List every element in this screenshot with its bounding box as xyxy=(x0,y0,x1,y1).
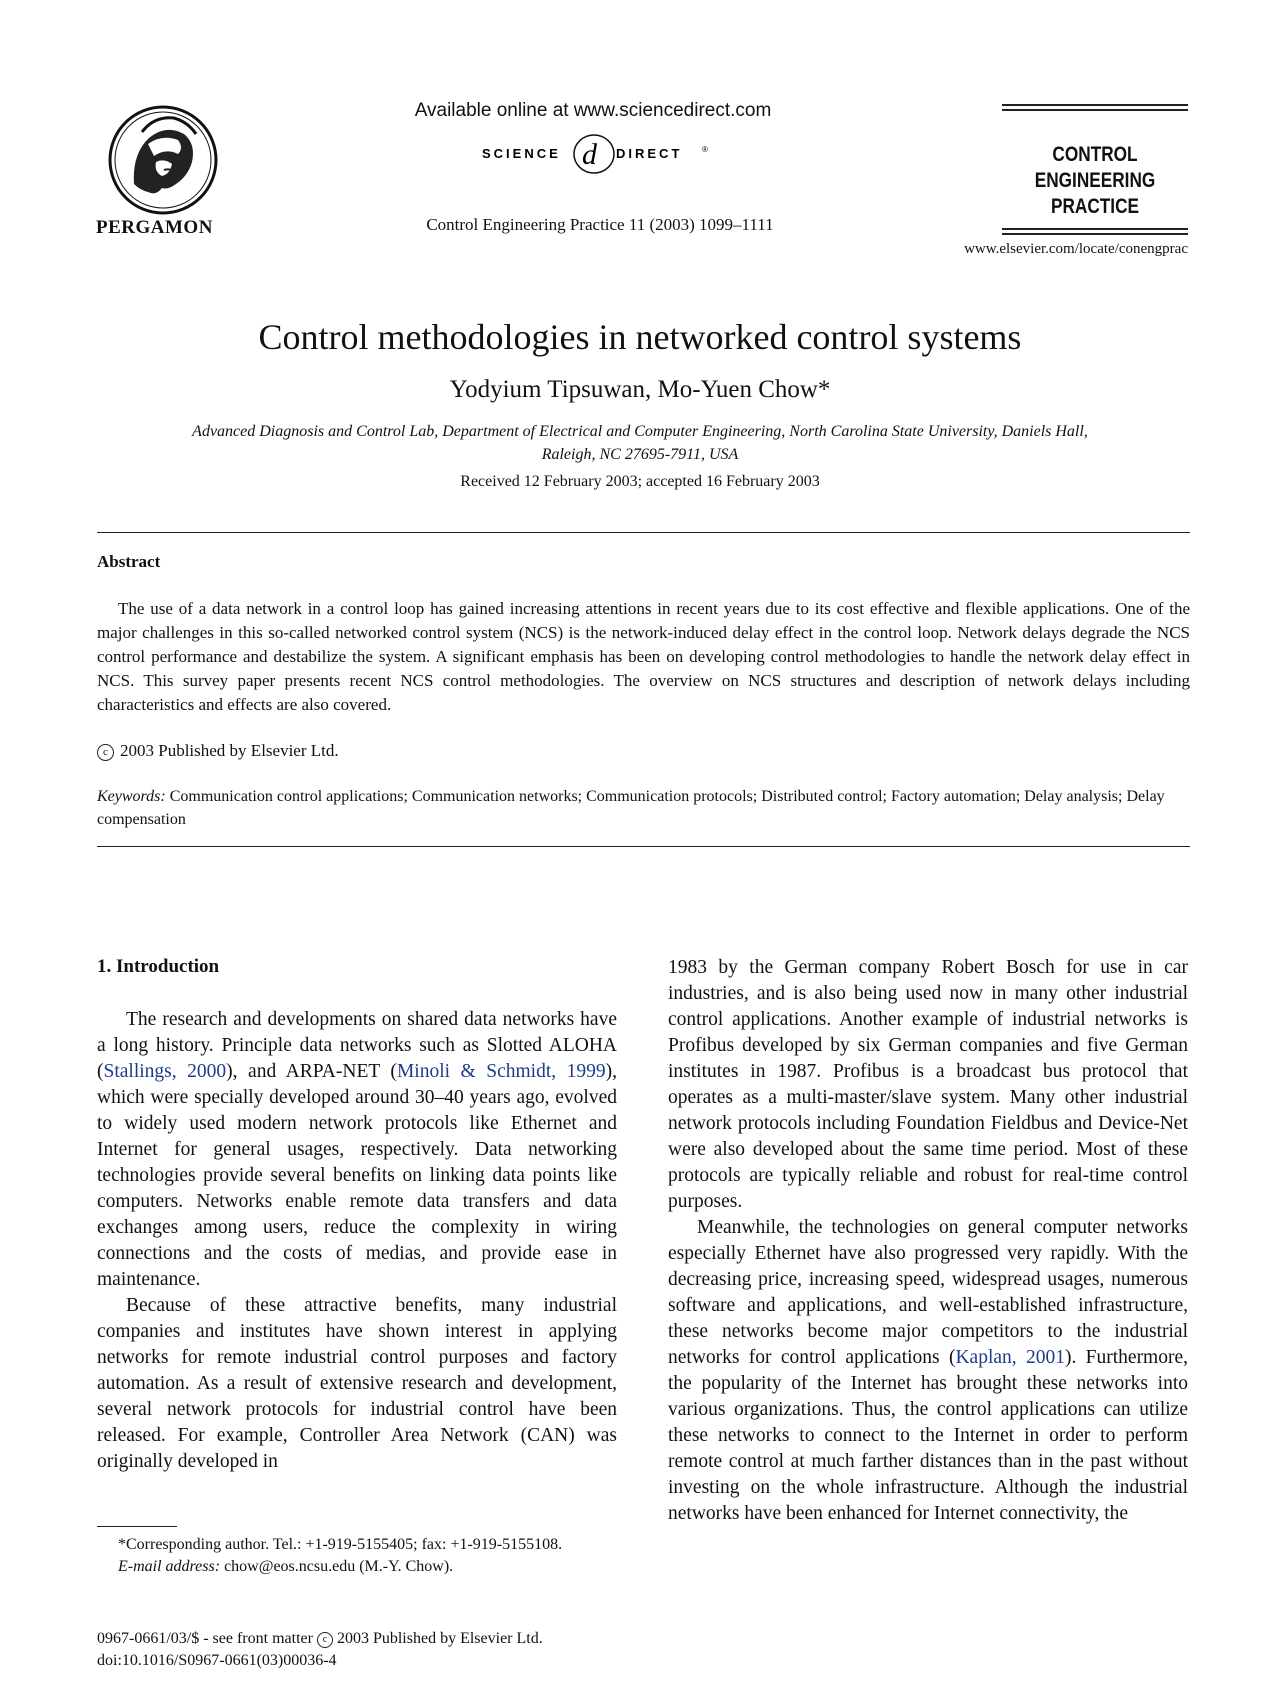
keywords-label: Keywords: xyxy=(97,788,166,805)
journal-rule-bottom xyxy=(1002,228,1188,235)
authors: Yodyium Tipsuwan, Mo-Yuen Chow* xyxy=(449,376,831,403)
footnote-email xyxy=(97,1556,617,1578)
intro-paragraph-2-cont: 1983 by the German company Robert Bosch for use in car industries, and is also being used now in many other industrial control applications. Another example of industrial networks is Profibus developed by six German companies and five German institutes in 1987. Profibus is a broadcast bus protocol that operates as a multi-master/slave system. Many other industrial network protocols including Foundation Fieldbus and Device-Net were also developed about the same time period. Most of these protocols are typically reliable and robust for real-time control purposes. xyxy=(668,957,1188,1212)
affiliation-line1: Advanced Diagnosis and Control Lab, Department of Electrical and Computer Engineering, North Carolina State University, Daniels Hall, xyxy=(192,423,1088,440)
received-dates: Received 12 February 2003; accepted 16 February 2003 xyxy=(460,473,820,490)
paper-title: Control methodologies in networked control systems xyxy=(258,317,1022,357)
keywords-list: Communication control applications; Communication networks; Communication protocols; Distributed control; Factory automation; Delay analysis; Delay compensation xyxy=(97,788,1165,828)
body-column-left xyxy=(97,1007,617,1475)
journal-name xyxy=(1009,142,1181,220)
sciencedirect-right: DIRECT xyxy=(616,146,683,161)
email-label: E-mail address: xyxy=(118,1558,221,1575)
sciencedirect-mark: d xyxy=(582,138,597,171)
abstract-copyright-text: 2003 Published by Elsevier Ltd. xyxy=(120,741,339,760)
affiliation-line2: Raleigh, NC 27695-7911, USA xyxy=(541,446,739,463)
journal-rule-top xyxy=(1002,104,1188,111)
front-matter-footer xyxy=(97,1628,543,1672)
body-column-right xyxy=(668,955,1188,1527)
publisher-name: PERGAMON xyxy=(96,217,213,238)
sciencedirect-logo xyxy=(478,130,718,178)
sciencedirect-left: SCIENCE xyxy=(482,146,561,161)
footnote-corresponding: *Corresponding author. Tel.: +1-919-5155405; fax: +1-919-5155108. xyxy=(118,1536,563,1553)
journal-url-link[interactable]: www.elsevier.com/locate/conengprac xyxy=(964,241,1188,257)
copyright-icon: c xyxy=(97,744,114,761)
copyright-icon: c xyxy=(317,1632,333,1648)
keywords xyxy=(97,785,1190,831)
issn-line: 0967-0661/03/$ - see front matter c 2003 Published by Elsevier Ltd. xyxy=(97,1630,543,1647)
affiliation xyxy=(120,420,1160,466)
abstract-rule-bottom xyxy=(97,846,1190,847)
abstract-copyright xyxy=(97,741,339,761)
abstract-body: The use of a data network in a control loop has gained increasing attentions in recent years due to its cost effective and flexible applications. One of the major challenges in this so-called networked control system (NCS) is the network-induced delay effect in the control loop. Network delays degrade the NCS control performance and destabilize the system. A significant emphasis has been on developing control methodologies to handle the network delay effect in NCS. This survey paper presents recent NCS control methodologies. The overview on NCS structures and description of network delays including characteristics and effects are also covered. xyxy=(97,599,1190,714)
available-online-text: Available online at www.sciencedirect.com xyxy=(414,100,772,121)
journal-name-line2: PRACTICE xyxy=(1050,195,1140,218)
citation-link[interactable]: Stallings, 2000 xyxy=(103,1061,227,1082)
journal-name-line1: CONTROL ENGINEERING xyxy=(1034,143,1156,192)
pergamon-logo-icon xyxy=(104,104,222,216)
section-heading-introduction: 1. Introduction xyxy=(97,956,220,977)
footnote xyxy=(97,1534,617,1578)
intro-paragraph-2: Because of these attractive benefits, many industrial companies and institutes have shown interest in applying networks for remote industrial control purposes and factory automation. As a result of extensive research and development, several network protocols for industrial control have been released. For example, Controller Area Network (CAN) was originally developed in xyxy=(97,1295,617,1472)
abstract-rule-top xyxy=(97,532,1190,533)
citation-link[interactable]: Minoli & Schmidt, 1999 xyxy=(396,1061,606,1082)
intro-paragraph-3: Meanwhile, the technologies on general computer networks especially Ethernet have also progressed very rapidly. With the decreasing price, increasing speed, widespread usages, numerous software and applications, and well-established infrastructure, these networks become major competitors to the industrial networks for control applications (Kaplan, 2001). Furthermore, the popularity of the Internet has brought these networks into various organizations. Thus, the control applications can utilize these networks to connect to the Internet in order to perform remote control at much farther distances than in the past without investing on the whole infrastructure. Although the industrial networks have been enhanced for Internet connectivity, the xyxy=(668,1217,1189,1524)
abstract-heading: Abstract xyxy=(97,552,161,571)
citation-link[interactable]: Kaplan, 2001 xyxy=(955,1347,1065,1368)
registered-symbol: ® xyxy=(702,145,708,154)
doi-line: doi:10.1016/S0967-0661(03)00036-4 xyxy=(97,1652,337,1669)
footnote-rule xyxy=(97,1526,177,1527)
email-address[interactable]: chow@eos.ncsu.edu (M.-Y. Chow). xyxy=(224,1558,454,1575)
journal-citation: Control Engineering Practice 11 (2003) 1099–1111 xyxy=(426,215,774,234)
intro-paragraph-1: The research and developments on shared data networks have a long history. Principle data networks such as Slotted ALOHA (Stallings, 2000), and ARPA-NET (Minoli & Schmidt, 1999), which were specially developed around 30–40 years ago, evolved to widely used modern network protocols like Ethernet and Internet for general usages, respectively. Data networking technologies provide several benefits on linking data points like computers. Networks enable remote data transfers and data exchanges among users, reduce the complexity in wiring connections and the costs of medias, and provide ease in maintenance. xyxy=(97,1009,618,1290)
